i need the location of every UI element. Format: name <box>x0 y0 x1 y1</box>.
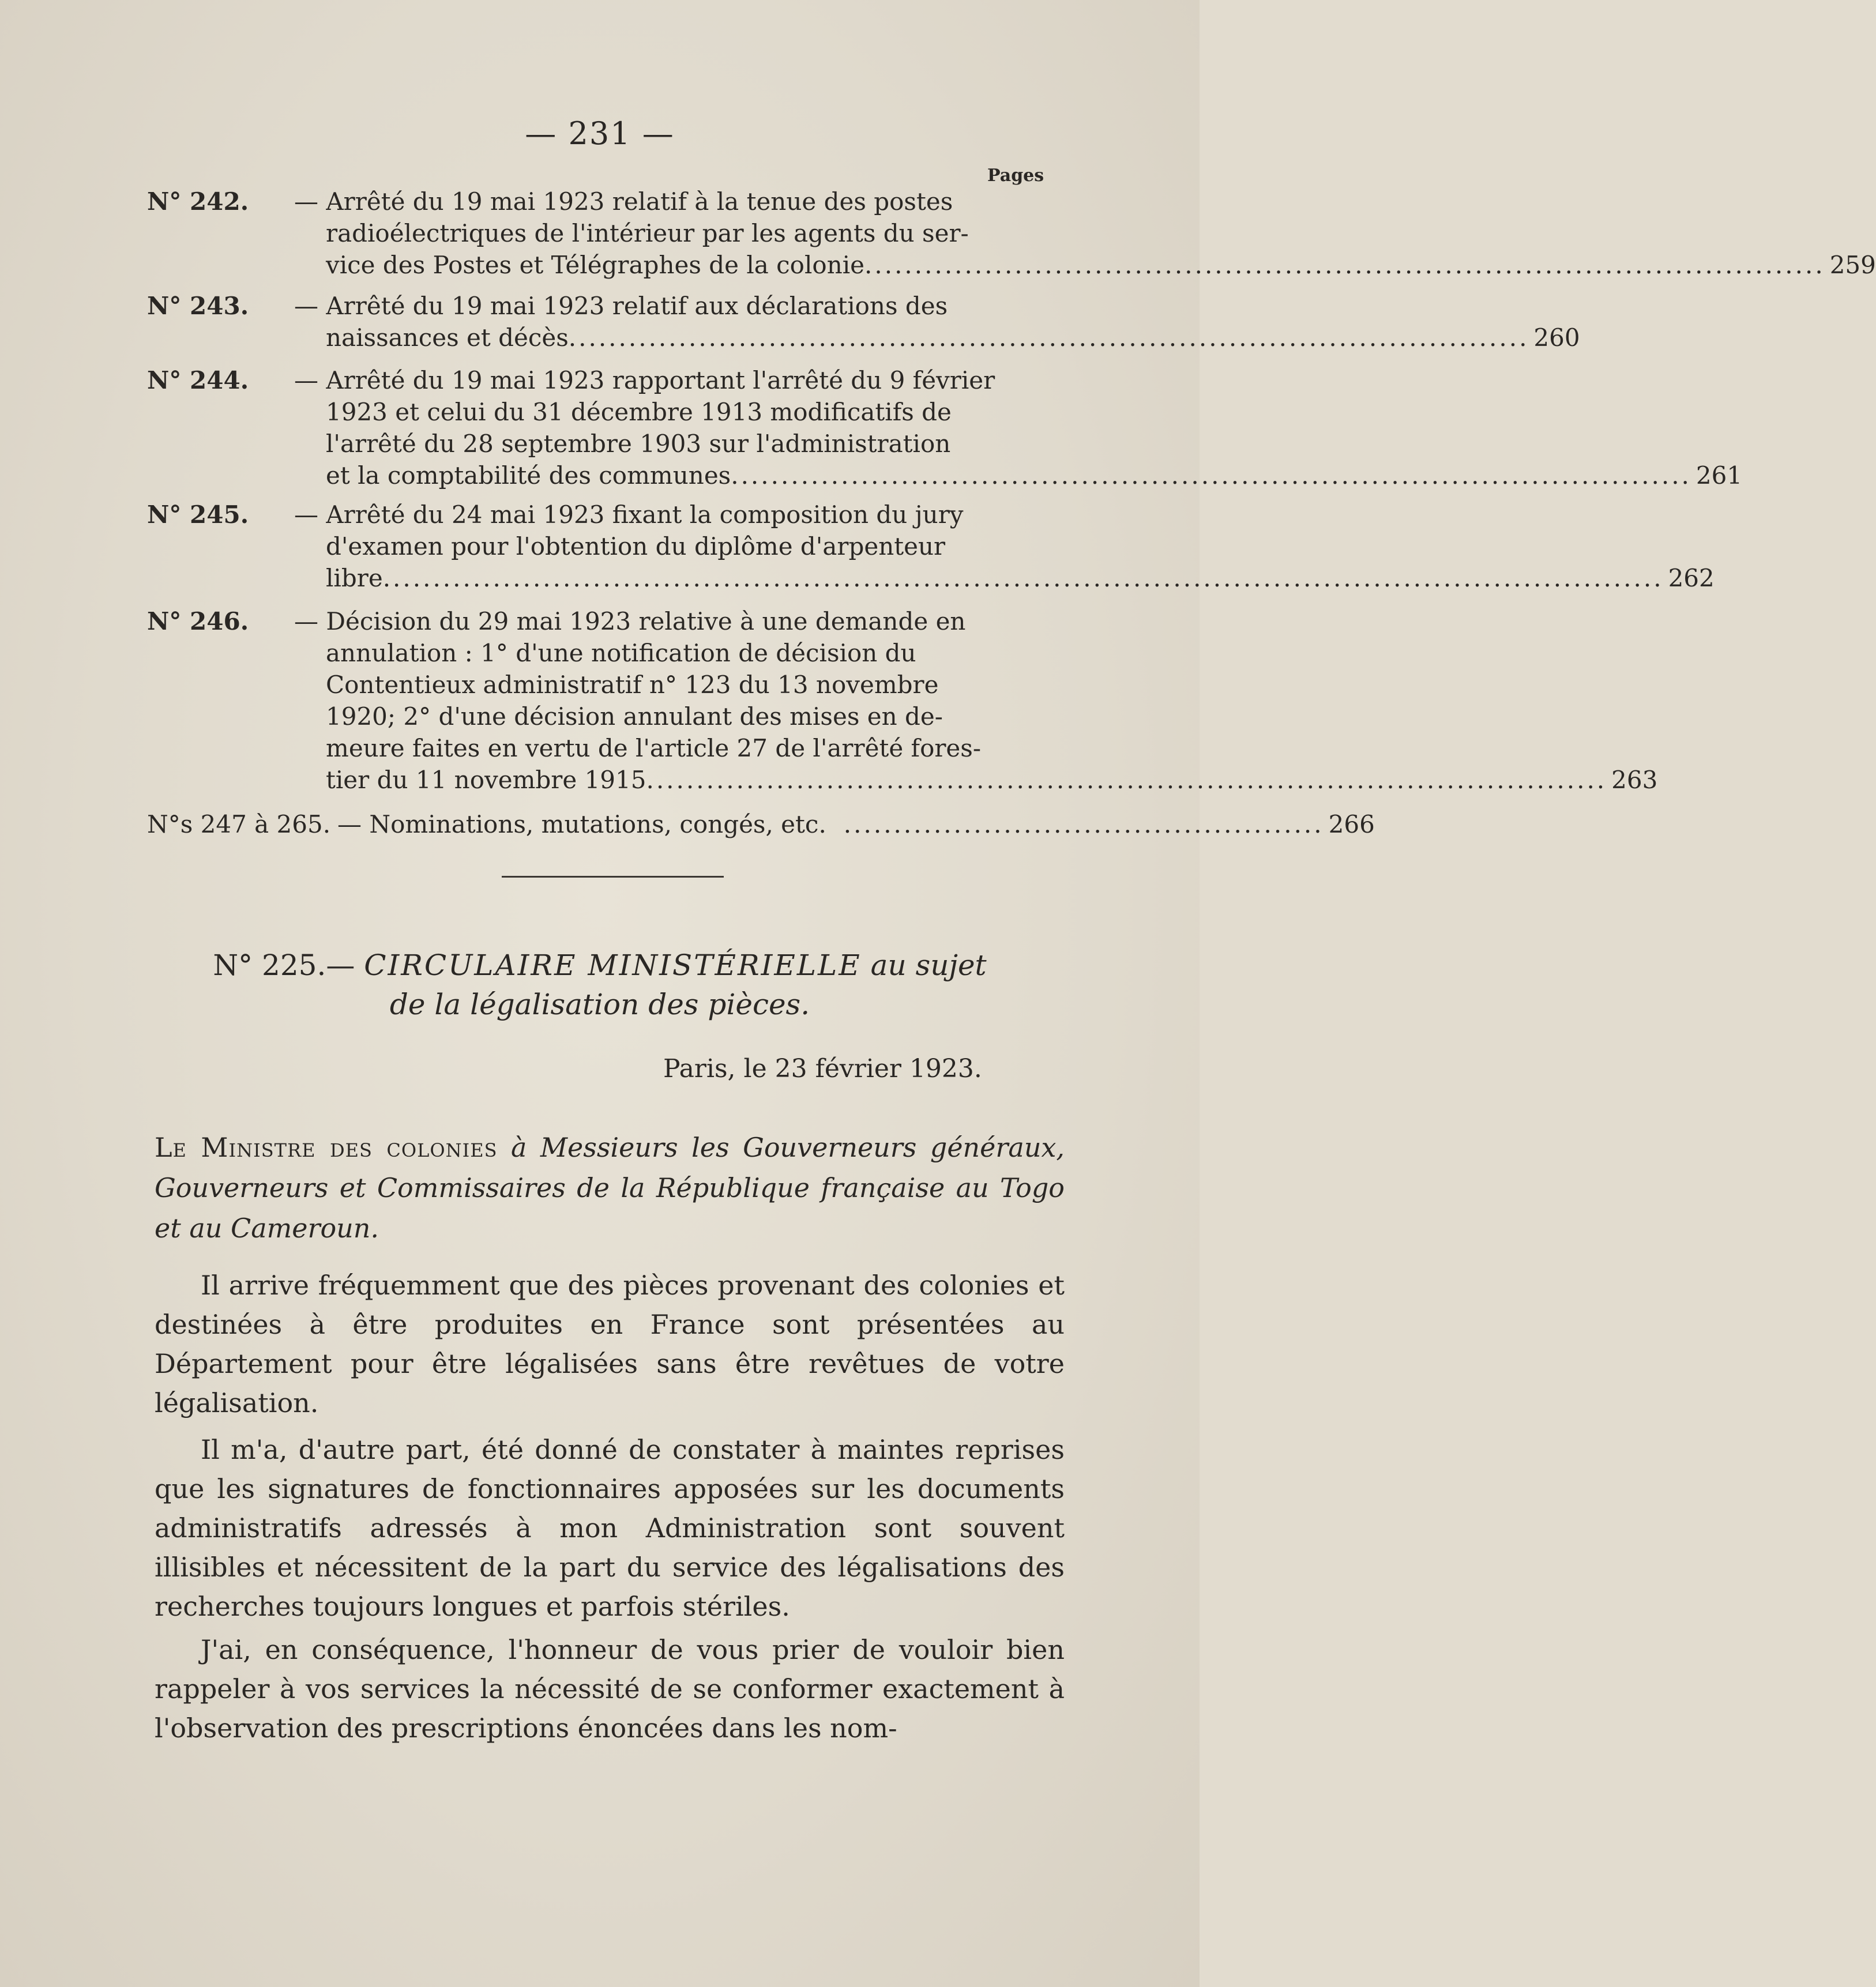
toc-line <box>326 562 1715 594</box>
toc-line <box>326 669 1064 701</box>
dateline: Paris, le 23 février 1923. <box>663 1054 982 1083</box>
toc-entry <box>147 364 1743 491</box>
page-number: — 231 — <box>525 115 675 152</box>
body-paragraph: Il arrive fréquemment que des pièces provenant des colonies et destinées à être produites en France sont présentées au Département pour être légalisées sans être revêtues de votre légalisation. <box>155 1270 1065 1418</box>
toc-line <box>326 217 1064 249</box>
body-paragraph: J'ai, en conséquence, l'honneur de vous prier de vouloir bien rappeler à vos services la nécessité de se conformer exactement à l'observation des prescriptions énoncées dans les nom- <box>155 1634 1065 1744</box>
section-heading <box>0 946 1200 1024</box>
toc-entry <box>147 605 1658 796</box>
address-sender: Le Ministre des colonies <box>155 1132 498 1163</box>
toc-line-text: radioélectriques de l'intérieur par les agents du ser- <box>326 219 969 247</box>
toc-entry <box>147 290 1580 353</box>
toc-entry-number: N°s 247 à 265. <box>147 810 331 838</box>
toc-line <box>326 764 1658 796</box>
toc-line <box>294 290 1064 322</box>
toc-entry-number: N° 242. <box>147 187 249 216</box>
toc-line <box>326 460 1743 491</box>
section-title: CIRCULAIRE MINISTÉRIELLE <box>364 949 862 982</box>
toc-line <box>294 186 1064 217</box>
toc-line-text: 1920; 2° d'une décision annulant des mises en de- <box>326 702 943 731</box>
toc-page-number: 266 <box>1328 810 1375 838</box>
toc-line <box>326 530 1064 562</box>
address-recipients: à Messieurs les Gouverneurs généraux, Gouverneurs et Commissaires de la République française au Togo et au Cameroun. <box>155 1132 1065 1244</box>
section-heading-line-1 <box>0 946 1200 985</box>
leader-dots: ................................................................................................ <box>864 251 1825 279</box>
toc-line-text: — Arrêté du 24 mai 1923 fixant la composition du jury <box>294 500 964 529</box>
toc-line-text: — Nominations, mutations, congés, etc. <box>337 810 826 838</box>
toc-line <box>294 605 1064 637</box>
toc-page-number: 259 <box>1829 251 1876 279</box>
toc-line-text: — Arrêté du 19 mai 1923 relatif aux déclarations des <box>294 292 948 320</box>
toc-line <box>326 249 1876 281</box>
toc-line-text: meure faites en vertu de l'article 27 de l'arrêté fores- <box>326 734 982 762</box>
toc-line-text: libre <box>326 564 383 592</box>
toc-page-number: 262 <box>1668 564 1715 592</box>
toc-line-text: Contentieux administratif n° 123 du 13 novembre <box>326 671 939 699</box>
section-heading-line-2: de la légalisation des pièces. <box>389 988 810 1021</box>
leader-dots: ................................................................................................................................ <box>382 564 1664 592</box>
toc-line-text: annulation : 1° d'une notification de décision du <box>326 639 916 667</box>
leader-dots: ................................................................................................ <box>568 323 1529 352</box>
toc-line <box>294 364 1064 396</box>
leader-dots: ................................................ <box>843 810 1324 838</box>
leader-dots: ................................................................................................ <box>646 766 1607 794</box>
toc-entry <box>147 499 1715 594</box>
toc-line <box>337 808 1375 840</box>
toc-line <box>294 499 1064 530</box>
toc-line-text: — Décision du 29 mai 1923 relative à une demande en <box>294 607 966 635</box>
address-block <box>155 1127 1065 1248</box>
toc-entry <box>147 186 1876 281</box>
toc-page-number: 261 <box>1695 461 1743 490</box>
toc-line-text: tier du 11 novembre 1915 <box>326 766 646 794</box>
toc-line <box>326 322 1580 353</box>
toc-line-text: 1923 et celui du 31 décembre 1913 modificatifs de <box>326 398 952 426</box>
toc-entry-number: N° 245. <box>147 500 249 529</box>
section-title-suffix: au sujet <box>870 949 987 982</box>
toc-line-text: — Arrêté du 19 mai 1923 relatif à la tenue des postes <box>294 187 953 216</box>
toc-line <box>326 732 1064 764</box>
toc-entry-number: N° 244. <box>147 366 249 394</box>
toc-entry-number: N° 243. <box>147 292 249 320</box>
toc-line-text: — Arrêté du 19 mai 1923 rapportant l'arrêté du 9 février <box>294 366 995 394</box>
toc-line-text: l'arrêté du 28 septembre 1903 sur l'administration <box>326 430 951 458</box>
section-divider <box>502 876 724 878</box>
toc-line-text: d'examen pour l'obtention du diplôme d'arpenteur <box>326 532 946 560</box>
toc-entry-number: N° 246. <box>147 607 249 635</box>
toc-page-number: 260 <box>1533 323 1580 352</box>
pages-column-label: Pages <box>987 165 1044 186</box>
body-paragraph: Il m'a, d'autre part, été donné de constater à maintes reprises que les signatures de fonctionnaires apposées sur les documents administratifs adressés à mon Administration sont souvent illisibles et nécessitent de la part du service des légalisations des recherches toujours longues et parfois stériles. <box>155 1434 1065 1622</box>
toc-line <box>326 637 1064 669</box>
toc-line-text: vice des Postes et Télégraphes de la colonie <box>326 251 865 279</box>
toc-line <box>326 428 1064 460</box>
toc-line-text: naissances et décès <box>326 323 569 352</box>
section-number: N° 225.— <box>213 949 355 982</box>
toc-page-number: 263 <box>1611 766 1658 794</box>
toc-line-text: et la comptabilité des communes <box>326 461 731 490</box>
toc-line <box>326 396 1064 428</box>
toc-entry <box>147 808 1375 840</box>
toc-line <box>326 701 1064 732</box>
leader-dots: ................................................................................................ <box>731 461 1691 490</box>
